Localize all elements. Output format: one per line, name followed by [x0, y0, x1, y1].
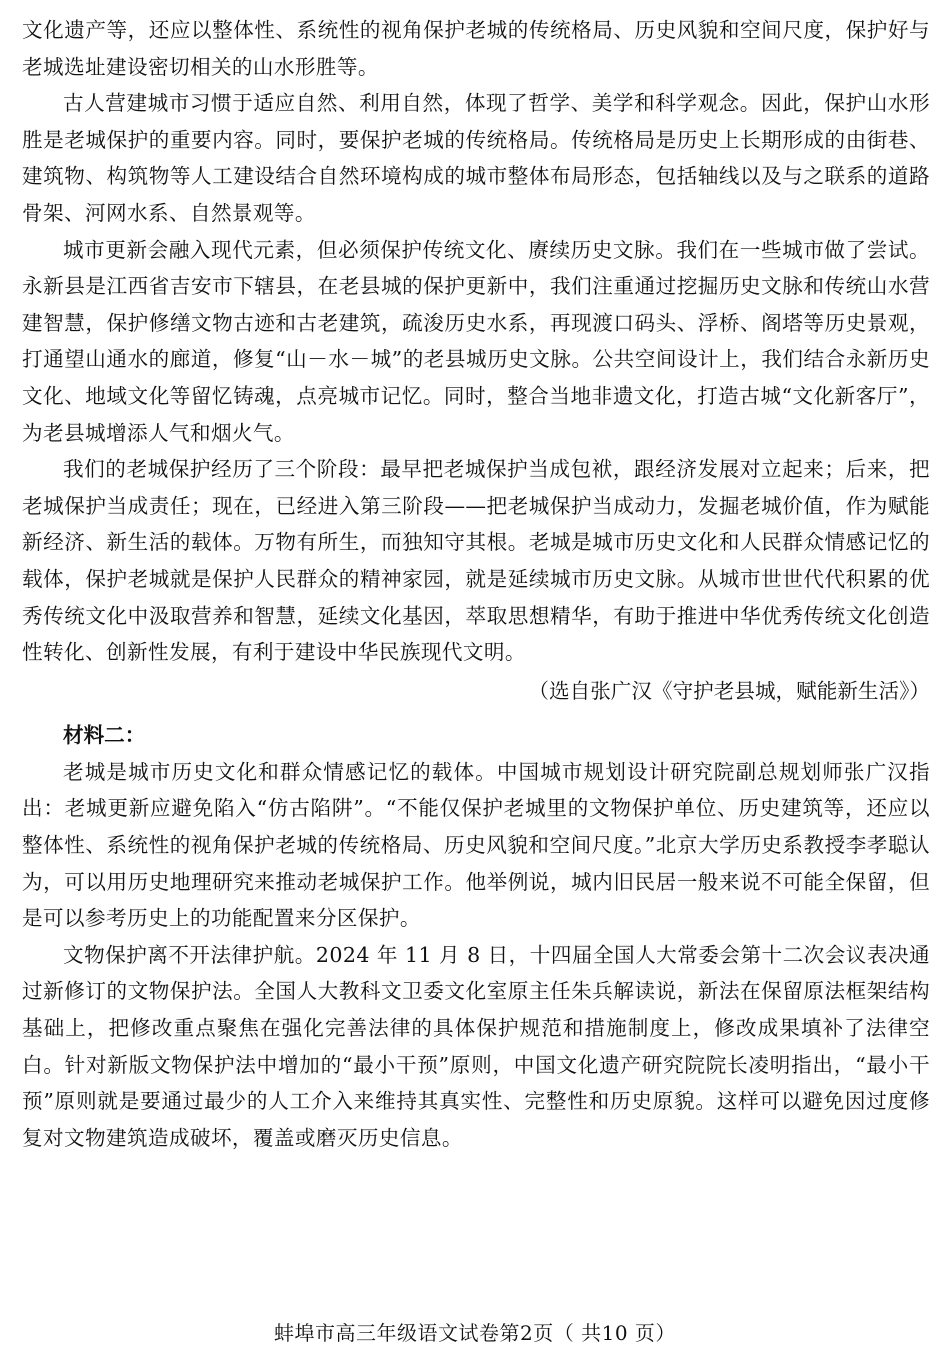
paragraph-three-stages: 我们的老城保护经历了三个阶段：最早把老城保护当成包袱，跟经济发展对立起来；后来，把老城保护当成责任；现在，已经进入第三阶段——把老城保护当成动力，发掘老城价值，作为赋能新经济、新生活的载体。万物有所生，而独知守其根。老城是城市历史文化和人民群众情感记忆的载体，保护老城就是保护人民群众的精神家园，就是延续城市历史文脉。从城市世世代代积累的优秀传统文化中汲取营养和智慧，延续文化基因，萃取思想精华，有助于推进中华优秀传统文化创造性转化、创新性发展，有利于建设中华民族现代文明。: [22, 457, 930, 665]
paragraph-continued: 文化遗产等，还应以整体性、系统性的视角保护老城的传统格局、历史风貌和空间尺度，保护好与老城选址建设密切相关的山水形胜等。: [22, 18, 930, 79]
material-two-heading: 材料二：: [63, 723, 146, 748]
page-footer: 蚌埠市高三年级语文试卷第2页（ 共10 页）: [274, 1321, 676, 1345]
exam-page-body: [22, 12, 930, 1156]
paragraph-yongxin-renewal: 城市更新会融入现代元素，但必须保护传统文化、赓续历史文脉。我们在一些城市做了尝试。永新县是江西省吉安市下辖县，在老县城的保护更新中，我们注重通过挖掘历史文脉和传统山水营建智慧，保护修缮文物古迹和古老建筑，疏浚历史水系，再现渡口码头、浮桥、阁塔等历史景观，打通望山通水的廊道，修复“山－水－城”的老县城历史文脉。公共空间设计上，我们结合永新历史文化、地域文化等留忆铸魂，点亮城市记忆。同时，整合当地非遗文化，打造古城“文化新客厅”，为老县城增添人气和烟火气。: [22, 237, 930, 445]
source-citation: （选自张广汉《守护老县城，赋能新生活》）: [528, 678, 930, 703]
paragraph-heritage-law: 文物保护离不开法律护航。2024 年 11 月 8 日，十四届全国人大常委会第十二次会议表决通过新修订的文物保护法。全国人大教科文卫委文化室原主任朱兵解读说，新法在保留原法框架结构基础上，把修改重点聚焦在强化完善法律的具体保护规范和措施制度上，修改成果填补了法律空白。针对新版文物保护法中增加的“最小干预”原则，中国文化遗产研究院院长凌明指出，“最小干预”原则就是要通过最少的人工介入来维持其真实性、完整性和历史原貌。这样可以避免因过度修复对文物建筑造成破坏，覆盖或磨灭历史信息。: [22, 942, 930, 1150]
paragraph-landscape-pattern: 古人营建城市习惯于适应自然、利用自然，体现了哲学、美学和科学观念。因此，保护山水形胜是老城保护的重要内容。同时，要保护老城的传统格局。传统格局是历史上长期形成的由街巷、建筑物、构筑物等人工建设结合自然环境构成的城市整体布局形态，包括轴线以及与之联系的道路骨架、河网水系、自然景观等。: [22, 91, 930, 225]
paragraph-old-city-carrier: 老城是城市历史文化和群众情感记忆的载体。中国城市规划设计研究院副总规划师张广汉指出：老城更新应避免陷入“仿古陷阱”。“不能仅保护老城里的文物保护单位、历史建筑等，还应以整体性、系统性的视角保护老城的传统格局、历史风貌和空间尺度。”北京大学历史系教授李孝聪认为，可以用历史地理研究来推动老城保护工作。他举例说，城内旧民居一般来说不可能全保留，但是可以参考历史上的功能配置来分区保护。: [22, 759, 930, 931]
